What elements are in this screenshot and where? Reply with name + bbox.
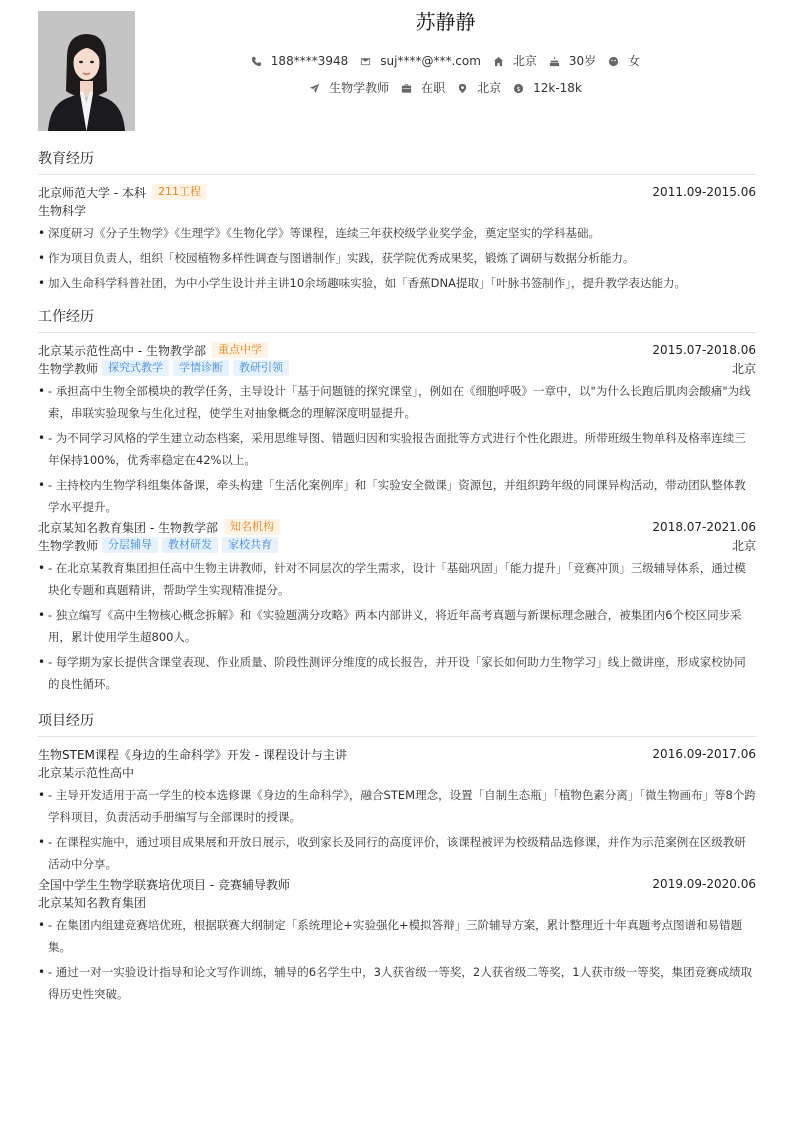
location-pin-icon (457, 83, 468, 94)
list-item: • 深度研习《分子生物学》《生理学》《生物化学》等课程，连续三年获校级学业奖学金，奠定坚实的学科基础。 (38, 222, 756, 244)
work-bullets (38, 380, 756, 518)
role-name: 生物学教师 (38, 538, 99, 553)
position-item (309, 80, 389, 96)
work-bullets (38, 557, 756, 695)
project-bullets (38, 784, 756, 875)
home-icon (493, 56, 504, 67)
work-entry (38, 518, 756, 695)
education-title: 教育经历 (38, 150, 756, 175)
status-item (401, 80, 445, 96)
resume-page (38, 10, 756, 1001)
work-city: 北京 (731, 361, 756, 376)
send-icon (309, 83, 320, 94)
briefcase-icon (401, 83, 412, 94)
skill-tag: 家校共育 (222, 537, 278, 553)
projects-section (38, 712, 756, 1005)
svg-text:$: $ (516, 84, 521, 93)
education-section (38, 150, 756, 294)
job-intent-row (135, 80, 756, 96)
skill-tag: 教材研发 (162, 537, 218, 553)
phone-text: 188****3948 (270, 54, 349, 68)
project-date: 2016.09-2017.06 (652, 747, 756, 761)
education-entry (38, 183, 756, 294)
work-city: 北京 (731, 538, 756, 553)
list-item: • - 为不同学习风格的学生建立动态档案，采用思维导图、错题归因和实验报告面批等方式进行个性化跟进。所带班级生物单科及格率连续三年保持100%，优秀率稳定在42%以上。 (38, 427, 756, 471)
project-org: 北京某知名教育集团 (38, 895, 147, 910)
education-bullets (38, 222, 756, 294)
mail-icon (360, 56, 371, 67)
project-bullets (38, 914, 756, 1005)
work-date: 2018.07-2021.06 (652, 520, 756, 534)
work-section (38, 308, 756, 695)
list-item: • - 主持校内生物学科组集体备课，牵头构建「生活化案例库」和「实验安全微课」资源包，并组织跨年级的同课异构活动，带动团队整体教学水平提升。 (38, 474, 756, 518)
portrait-illustration (38, 11, 135, 131)
phone-icon (251, 56, 262, 67)
project-org: 北京某示范性高中 (38, 765, 135, 780)
list-item: • - 承担高中生物全部模块的教学任务，主导设计「基于问题链的探究课堂」，例如在《细胞呼吸》一章中，以"为什么长跑后肌肉会酸痛"为线索，串联实验现象与生化过程，使学生对抽象概念的理解深度明显提升。 (38, 380, 756, 424)
company-tag: 重点中学 (212, 342, 268, 358)
email-text: suj****@***.com (380, 54, 481, 68)
gender-item (608, 53, 640, 69)
company-tag: 知名机构 (224, 519, 280, 535)
work-entry (38, 341, 756, 518)
skill-tag: 探究式教学 (102, 360, 169, 376)
list-item: • - 主导开发适用于高一学生的校本选修课《身边的生命科学》，融合STEM理念，设置「自制生态瓶」「植物色素分离」「微生物画布」等8个跨学科项目，负责活动手册编写与全部课时的授课。 (38, 784, 756, 828)
age-text: 30岁 (568, 54, 597, 68)
list-item: • - 在课程实施中，通过项目成果展和开放日展示，收到家长及同行的高度评价，该课程被评为校级精品选修课，并作为示范案例在区级教研活动中分享。 (38, 831, 756, 875)
candidate-name: 苏静静 (415, 10, 476, 34)
work-date: 2015.07-2018.06 (652, 343, 756, 357)
contact-row (135, 53, 756, 69)
project-title: 全国中学生生物学联赛培优项目 - 竞赛辅导教师 (38, 877, 290, 892)
gender-text: 女 (628, 54, 641, 68)
education-date: 2011.09-2015.06 (652, 185, 756, 199)
salary-item (513, 80, 582, 96)
list-item: • - 在北京某教育集团担任高中生物主讲教师，针对不同层次的学生需求，设计「基础巩固」「能力提升」「竞赛冲顶」三级辅导体系，通过模块化专题和真题精讲，帮助学生实现精准提分。 (38, 557, 756, 601)
role-name: 生物学教师 (38, 361, 99, 376)
list-item: • - 在集团内组建竞赛培优班，根据联赛大纲制定「系统理论+实验强化+模拟答辩」三阶辅导方案，累计整理近十年真题考点图谱和易错题集。 (38, 914, 756, 958)
list-item: • 加入生命科学科普社团，为中小学生设计并主讲10余场趣味实验，如「香蕉DNA提取」「叶脉书签制作」，提升教学表达能力。 (38, 272, 756, 294)
company-name: 北京某示范性高中 - 生物教学部 (38, 343, 206, 358)
skill-tag: 学情诊断 (173, 360, 229, 376)
position-text: 生物学教师 (329, 81, 390, 95)
salary-text: 12k-18k (533, 81, 582, 95)
profile-header (38, 10, 756, 132)
age-item (549, 53, 596, 69)
project-entry (38, 875, 756, 1005)
status-text: 在职 (421, 81, 446, 95)
list-item: • - 独立编写《高中生物核心概念拆解》和《实验题满分攻略》两本内部讲义，将近年高考真题与新课标理念融合，被集团内6个校区同步采用，累计使用学生超800人。 (38, 604, 756, 648)
skill-tag: 教研引领 (233, 360, 289, 376)
profile-photo (38, 11, 135, 131)
location-item (457, 80, 501, 96)
project-title: 生物STEM课程《身边的生命科学》开发 - 课程设计与主讲 (38, 747, 347, 762)
city-item (493, 53, 537, 69)
school-tag: 211工程 (152, 184, 207, 200)
money-icon (513, 83, 524, 94)
email-item (360, 53, 481, 69)
location-text: 北京 (477, 81, 502, 95)
work-title: 工作经历 (38, 308, 756, 333)
company-name: 北京某知名教育集团 - 生物教学部 (38, 520, 218, 535)
school-name: 北京师范大学 - 本科 (38, 185, 146, 200)
project-date: 2019.09-2020.06 (652, 877, 756, 891)
phone-item (251, 53, 348, 69)
cake-icon (549, 56, 560, 67)
project-entry (38, 745, 756, 875)
projects-title: 项目经历 (38, 712, 756, 737)
city-text: 北京 (512, 54, 537, 68)
list-item: • - 每学期为家长提供含课堂表现、作业质量、阶段性测评分维度的成长报告，并开设「家长如何助力生物学习」线上微讲座，形成家校协同的良性循环。 (38, 651, 756, 695)
gender-icon (608, 56, 619, 67)
list-item: • 作为项目负责人，组织「校园植物多样性调查与图谱制作」实践，获学院优秀成果奖，锻炼了调研与数据分析能力。 (38, 247, 756, 269)
skill-tag: 分层辅导 (102, 537, 158, 553)
list-item: • - 通过一对一实验设计指导和论文写作训练，辅导的6名学生中，3人获省级一等奖，2人获省级二等奖，1人获市级一等奖，集团竞赛成绩取得历史性突破。 (38, 961, 756, 1005)
major-name: 生物科学 (38, 203, 87, 218)
